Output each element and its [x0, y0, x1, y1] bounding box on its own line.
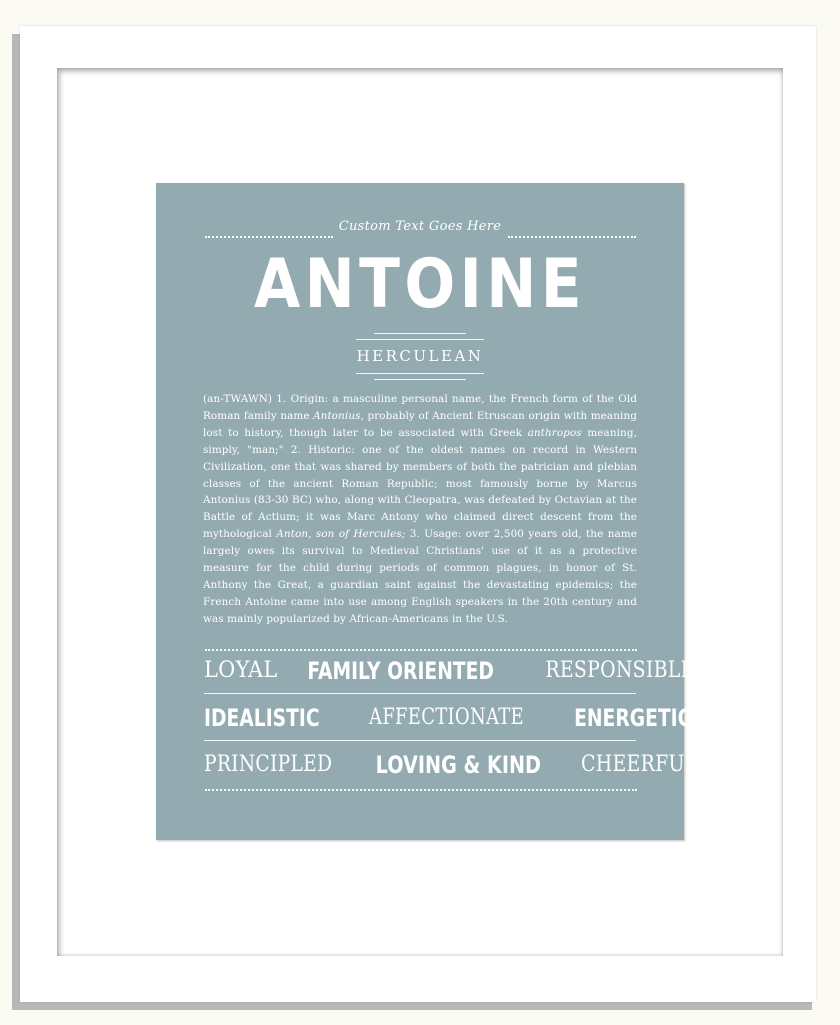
- trait-separator: [204, 693, 636, 694]
- trait-word: RESPONSIBLE: [545, 658, 695, 683]
- trait-word: FAMILY ORIENTED: [307, 656, 495, 685]
- rule-top-1: [374, 333, 466, 334]
- rule-top-2: [356, 339, 484, 340]
- dotted-divider-right: [508, 236, 636, 238]
- name-print: [156, 183, 698, 840]
- trait-row: [204, 747, 698, 782]
- trait-word: LOVING & KIND: [375, 750, 541, 779]
- trait-word: PRINCIPLED: [204, 752, 333, 777]
- rule-bottom-1: [356, 373, 484, 374]
- dotted-divider-left: [205, 236, 333, 238]
- trait-word: ENERGETIC: [574, 703, 692, 732]
- name-definition: (an-TWAWN) 1. Origin: a masculine personal name, the French form of the Old Roman family name Antonius, probably of Ancient Etruscan origin with meaning lost to history, though later to be associated with Greek anthropos meaning, simply, "man;" 2. Historic: one of the oldest names on record in Western Civilization, one that was shared by members of both the patrician and plebian classes of the ancient Roman Republic; most famously borne by Marcus Antonius (83-30 BC) who, along with Cleopatra, was defeated by Octavian at the Battle of Actium; it was Marc Antony who claimed direct descent from the mythological Anton, son of Hercules; 3. Usage: over 2,500 years old, the name largely owes its survival to Medieval Christians' use of it as a protective measure for the child during periods of common plagues, in honor of St. Anthony the Great, a guardian saint against the devastating epidemics; the French Antoine came into use among English speakers in the 20th century and was mainly popularized by African-Americans in the U.S.: [203, 393, 637, 625]
- trait-row: [204, 700, 692, 735]
- trait-word: CHEERFUL: [580, 752, 698, 777]
- trait-word: LOYAL: [204, 658, 278, 683]
- dotted-divider-traits-top: [205, 649, 637, 651]
- trait-word: AFFECTIONATE: [369, 705, 525, 730]
- name-meaning: HERCULEAN: [356, 347, 484, 365]
- rule-bottom-2: [374, 379, 466, 380]
- custom-text: Custom Text Goes Here: [338, 219, 502, 234]
- dotted-divider-traits-bottom: [205, 789, 637, 791]
- trait-separator: [204, 740, 636, 741]
- name-title: ANTOINE: [253, 245, 587, 324]
- trait-word: IDEALISTIC: [204, 703, 320, 732]
- traits-list: [204, 653, 698, 782]
- trait-row: [204, 653, 695, 688]
